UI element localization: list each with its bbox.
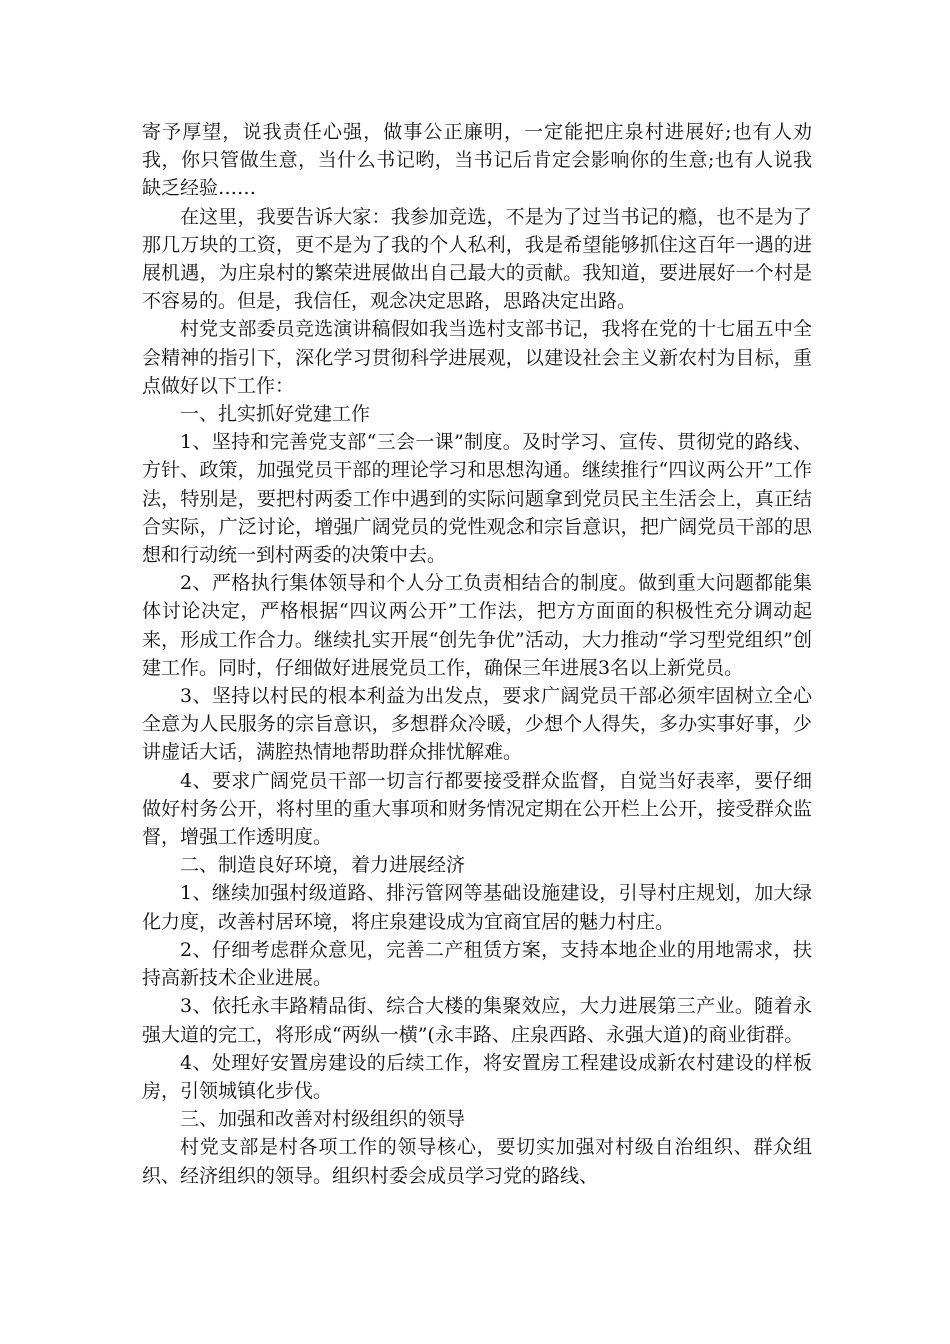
- paragraph-11: 2、仔细考虑群众意见，完善二产租赁方案，支持本地企业的用地需求，扶持高新技术企业进展。: [142, 938, 812, 990]
- paragraph-3: 村党支部委员竞选演讲稿假如我当选村支部书记，我将在党的十七届五中全会精神的指引下，深化学习贯彻科学进展观，以建设社会主义新农村为目标，重点做好以下工作：: [142, 318, 812, 397]
- document-page: [142, 118, 812, 1190]
- section-heading-1: 一、扎实抓好党建工作: [180, 403, 371, 426]
- section-heading-3: 三、加强和改善对村级组织的领导: [180, 1108, 466, 1131]
- paragraph-7: 3、坚持以村民的根本利益为出发点，要求广阔党员干部必须牢固树立全心全意为人民服务的宗旨意识，多想群众冷暖，少想个人得失，多办实事好事，少讲虚话大话，满腔热情地帮助群众排忧解难。: [142, 685, 812, 764]
- paragraph-15: 村党支部是村各项工作的领导核心，要切实加强对村级自治组织、群众组织、经济组织的领导。组织村委会成员学习党的路线、: [142, 1136, 812, 1187]
- paragraph-6: 2、严格执行集体领导和个人分工负责相结合的制度。做到重大问题都能集体讨论决定，严格根据“四议两公开”工作法，把方方面面的积极性充分调动起来，形成工作合力。继续扎实开展“创先争优”活动，大力推动“学习型党组织”创建工作。同时，仔细做好进展党员工作，确保三年进展3名以上新党员。: [142, 572, 812, 679]
- paragraph-2: 在这里，我要告诉大家：我参加竞选，不是为了过当书记的瘾，也不是为了那几万块的工资，更不是为了我的个人私利，我是希望能够抓住这百年一遇的进展机遇，为庄泉村的繁荣进展做出自己最大的贡献。我知道，要进展好一个村是不容易的。但是，我信任，观念决定思路，思路决定出路。: [142, 205, 812, 313]
- paragraph-10: 1、继续加强村级道路、排污管网等基础设施建设，引导村庄规划，加大绿化力度，改善村居环境，将庄泉建设成为宜商宜居的魅力村庄。: [142, 882, 812, 933]
- paragraph-8: 4、要求广阔党员干部一切言行都要接受群众监督，自觉当好表率，要仔细做好村务公开，将村里的重大事项和财务情况定期在公开栏上公开，接受群众监督，增强工作透明度。: [142, 769, 812, 849]
- section-heading-2: 二、制造良好环境，着力进展经济: [180, 854, 466, 877]
- paragraph-13: 4、处理好安置房建设的后续工作，将安置房工程建设成新农村建设的样板房，引领城镇化步伐。: [142, 1051, 812, 1102]
- paragraph-12: 3、依托永丰路精品街、综合大楼的集聚效应，大力进展第三产业。随着永强大道的完工，将形成“两纵一横”(永丰路、庄泉西路、永强大道)的商业街群。: [142, 995, 812, 1046]
- paragraph-1: 寄予厚望，说我责任心强，做事公正廉明，一定能把庄泉村进展好;也有人劝我，你只管做生意，当什么书记哟，当书记后肯定会影响你的生意;也有人说我缺乏经验……: [142, 121, 812, 200]
- paragraph-5: 1、坚持和完善党支部“三会一课”制度。及时学习、宣传、贯彻党的路线、方针、政策，加强党员干部的理论学习和思想沟通。继续推行“四议两公开”工作法，特别是，要把村两委工作中遇到的实际问题拿到党员民主生活会上，真正结合实际，广泛讨论，增强广阔党员的党性观念和宗旨意识，把广阔党员干部的思想和行动统一到村两委的决策中去。: [142, 431, 812, 567]
